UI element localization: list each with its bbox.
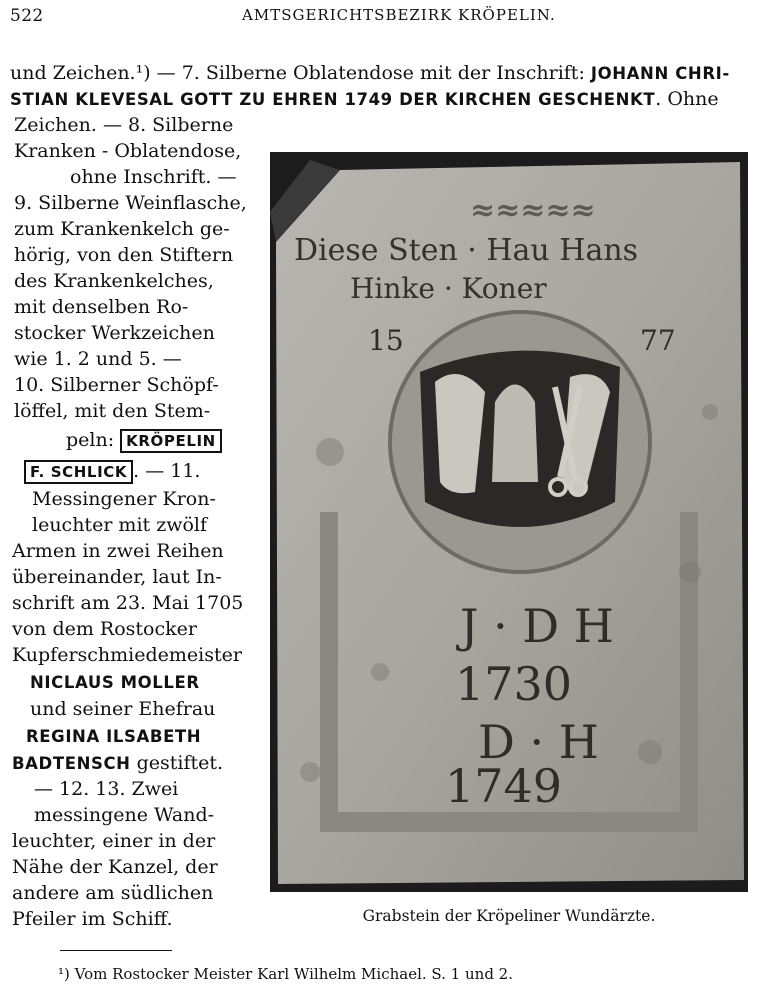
text-line-31: Nähe der Kanzel, der xyxy=(12,856,218,878)
inscription-text: STIAN KLEVESAL GOTT ZU EHREN 1749 DER KIRCHEN GESCHENKT xyxy=(10,90,656,109)
text-line-18: leuchter mit zwölf xyxy=(32,514,208,536)
year-right: 77 xyxy=(640,324,676,357)
page-number: 522 xyxy=(10,6,44,26)
year-2: 1749 xyxy=(445,759,563,813)
text-line-11: stocker Werkzeichen xyxy=(14,322,215,344)
stamp-kroepelin: KRÖPELIN xyxy=(120,429,222,453)
bottom-border-band xyxy=(320,812,698,832)
text-line-8: hörig, von den Stiftern xyxy=(14,244,234,266)
footnote: ¹) Vom Rostocker Meister Karl Wilhelm Michael. S. 1 und 2. xyxy=(58,965,513,983)
inscription-top: Diese Sten · Hau Hans xyxy=(294,233,639,268)
figure-caption: Grabstein der Kröpeliner Wundärzte. xyxy=(362,907,656,925)
left-border-band xyxy=(320,512,338,832)
text-line-5: ohne Inschrift. — xyxy=(70,166,237,188)
text-line-28: — 12. 13. Zwei xyxy=(34,778,179,800)
text-line-14: löffel, mit den Stem- xyxy=(14,400,211,422)
text-line-16: F. SCHLICK . — 11. xyxy=(24,458,200,484)
text-line-17: Messingener Kron- xyxy=(32,488,216,510)
donor-name: NICLAUS MOLLER xyxy=(30,673,200,692)
year-1: 1730 xyxy=(455,657,573,711)
text-line-33: Pfeiler im Schiff. xyxy=(12,908,173,930)
text-line-29: messingene Wand- xyxy=(34,804,215,826)
right-border-band xyxy=(680,512,698,832)
text-line-6: 9. Silberne Weinflasche, xyxy=(14,192,247,214)
text-line-20: übereinander, laut In- xyxy=(12,566,222,588)
inscription-second: Hinke · Koner xyxy=(350,272,547,305)
text-line-15: peln: KRÖPELIN xyxy=(66,427,222,453)
text-line-2: STIAN KLEVESAL GOTT ZU EHREN 1749 DER KIRCHEN GESCHENKT. Ohne xyxy=(10,88,719,110)
inscription-name: JOHANN CHRI- xyxy=(590,64,730,83)
text-line-4: Kranken - Oblatendose, xyxy=(14,140,242,162)
text-line-10: mit denselben Ro- xyxy=(14,296,189,318)
donor-wife-name: REGINA ILSABETH xyxy=(26,727,202,746)
donor-wife-surname: BADTENSCH xyxy=(12,754,131,773)
emblem-figure xyxy=(492,385,538,483)
text-line-12: wie 1. 2 und 5. — xyxy=(14,348,182,370)
text-line-7: zum Krankenkelch ge- xyxy=(14,218,230,240)
text-line-30: leuchter, einer in der xyxy=(12,830,216,852)
running-title: AMTSGERICHTSBEZIRK KRÖPELIN. xyxy=(242,6,556,24)
text-line-13: 10. Silberner Schöpf- xyxy=(14,374,219,396)
text-line-1: und Zeichen.¹) — 7. Silberne Oblatendose mit der Inschrift: JOHANN CHRI- xyxy=(10,62,730,84)
footnote-rule xyxy=(60,950,172,951)
text-line-23: Kupferschmiedemeister xyxy=(12,644,242,666)
text-line-32: andere am südlichen xyxy=(12,882,214,904)
text-line-22: von dem Rostocker xyxy=(12,618,197,640)
initials-2: D · H xyxy=(478,715,599,769)
gravestone-illustration xyxy=(270,152,748,892)
text-line-19: Armen in zwei Reihen xyxy=(12,540,224,562)
initials-1: J · D H xyxy=(460,599,614,653)
svg-text:≈≈≈≈≈: ≈≈≈≈≈ xyxy=(470,193,596,228)
text-line-21: schrift am 23. Mai 1705 xyxy=(12,592,244,614)
text-line-3: Zeichen. — 8. Silberne xyxy=(14,114,234,136)
stamp-schlick: F. SCHLICK xyxy=(24,460,133,484)
text-line-25: und seiner Ehefrau xyxy=(30,698,216,720)
gravestone-photo xyxy=(270,152,748,892)
text-line-27: BADTENSCH gestiftet. xyxy=(12,752,224,774)
running-header xyxy=(10,6,775,30)
text-line-9: des Krankenkelches, xyxy=(14,270,214,292)
year-left: 15 xyxy=(368,324,404,357)
